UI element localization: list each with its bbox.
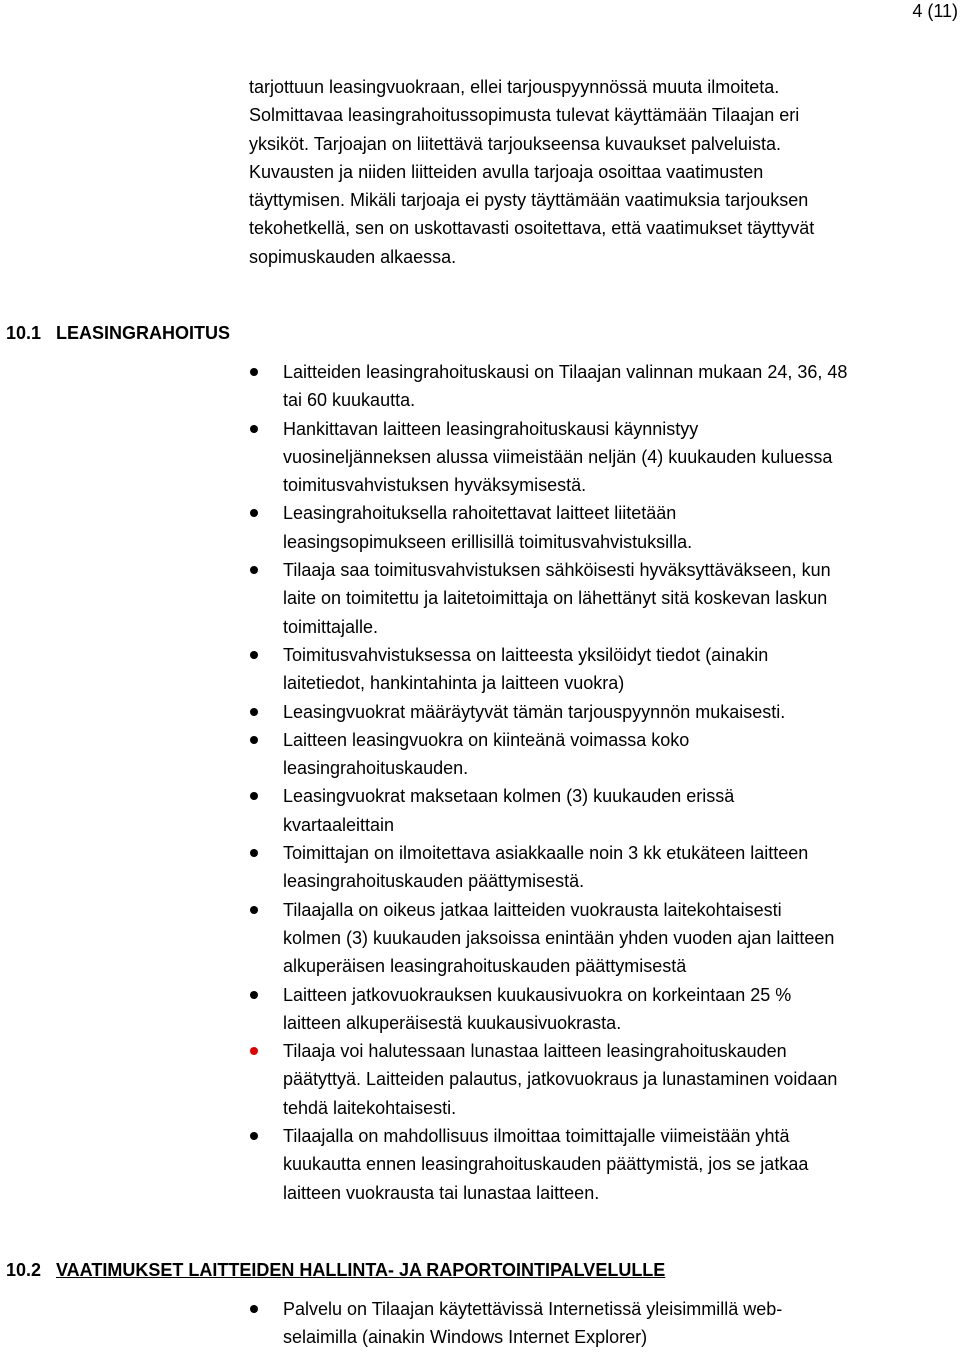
- section-heading-leasingrahoitus: [6, 322, 230, 344]
- list-item-text: Laitteen jatkovuokrauksen kuukausivuokra on korkeintaan 25 %: [283, 984, 792, 1005]
- list-item-text: Tilaajalla on oikeus jatkaa laitteiden vuokrausta laitekohtaisesti: [283, 899, 782, 920]
- bullet-icon: [250, 651, 258, 659]
- list-item-text: Tilaaja saa toimitusvahvistuksen sähköisesti hyväksyttäväkseen, kun: [283, 560, 831, 581]
- bullet-icon: [250, 1305, 258, 1313]
- intro-line: Kuvausten ja niiden liitteiden avulla tarjoaja osoittaa vaatimusten: [249, 161, 764, 182]
- list-item-text: toimitusvahvistuksen hyväksymisestä.: [283, 475, 587, 496]
- list-item-text: tai 60 kuukautta.: [283, 390, 416, 411]
- list-item: [283, 358, 948, 415]
- bullet-icon: [250, 849, 258, 857]
- list-item-text: Leasingrahoituksella rahoitettavat laitteet liitetään: [283, 503, 677, 524]
- bullet-icon: [250, 368, 258, 376]
- list-item-text: vuosineljänneksen alussa viimeistään neljän (4) kuukauden kuluessa: [283, 446, 833, 467]
- page-number: 4 (11): [912, 1, 958, 21]
- list-item: [283, 896, 948, 981]
- bullet-icon: [250, 792, 258, 800]
- service-requirements-list: [283, 1295, 948, 1352]
- list-item-text: Tilaajalla on mahdollisuus ilmoittaa toimittajalle viimeistään yhtä: [283, 1126, 790, 1147]
- list-item-text: laitteen vuokrausta tai lunastaa laitteen.: [283, 1182, 600, 1203]
- intro-paragraph: [249, 73, 939, 271]
- list-item-text: päätyttyä. Laitteiden palautus, jatkovuokraus ja lunastaminen voidaan: [283, 1069, 838, 1090]
- intro-line: tekohetkellä, sen on uskottavasti osoitettava, että vaatimukset täyttyvät: [249, 218, 815, 239]
- list-item: [283, 782, 948, 839]
- intro-line: yksiköt. Tarjoajan on liitettävä tarjoukseensa kuvaukset palveluista.: [249, 133, 781, 154]
- list-item: [283, 641, 948, 698]
- bullet-icon: [250, 1132, 258, 1140]
- list-item: [283, 726, 948, 783]
- list-item-text: Palvelu on Tilaajan käytettävissä Internetissä yleisimmillä web-: [283, 1299, 783, 1319]
- list-item: [283, 981, 948, 1038]
- bullet-icon: [250, 991, 258, 999]
- list-item: [283, 1122, 948, 1207]
- intro-line: täyttymisen. Mikäli tarjoaja ei pysty täyttämään vaatimuksia tarjouksen: [249, 190, 809, 211]
- list-item-text: leasingsopimukseen erillisillä toimitusvahvistuksilla.: [283, 531, 693, 552]
- section-number: 10.1: [6, 323, 42, 343]
- list-item-text: kolmen (3) kuukauden jaksoissa enintään yhden vuoden ajan laitteen: [283, 927, 835, 948]
- list-item-text: Leasingvuokrat määräytyvät tämän tarjouspyynnön mukaisesti.: [283, 701, 786, 722]
- list-item-text: laite on toimitettu ja laitetoimittaja on lähettänyt sitä koskevan laskun: [283, 588, 828, 609]
- section-title: VAATIMUKSET LAITTEIDEN HALLINTA- JA RAPORTOINTIPALVELULLE: [56, 1260, 666, 1280]
- list-item-text: Toimitusvahvistuksessa on laitteesta yksilöidyt tiedot (ainakin: [283, 644, 769, 665]
- section-title: LEASINGRAHOITUS: [56, 323, 231, 343]
- list-item-text: alkuperäisen leasingrahoituskauden päättymisestä: [283, 956, 687, 977]
- list-item-text: kuukautta ennen leasingrahoituskauden päättymistä, jos se jatkaa: [283, 1154, 809, 1175]
- list-item-text: Laitteiden leasingrahoituskausi on Tilaajan valinnan mukaan 24, 36, 48: [283, 362, 848, 382]
- list-item-text: selaimilla (ainakin Windows Internet Explorer): [283, 1327, 648, 1348]
- bullet-icon: [250, 509, 258, 517]
- list-item-text: laitetiedot, hankintahinta ja laitteen vuokra): [283, 673, 625, 694]
- list-item-text: leasingrahoituskauden päättymisestä.: [283, 871, 585, 892]
- list-item: [283, 415, 948, 500]
- bullet-icon: [250, 1047, 258, 1055]
- leasing-terms-list: [283, 358, 948, 1207]
- list-item-text: Laitteen leasingvuokra on kiinteänä voimassa koko: [283, 729, 690, 750]
- bullet-icon: [250, 736, 258, 744]
- section-heading-vaatimukset: [6, 1259, 665, 1281]
- list-item: [283, 698, 948, 726]
- list-item-text: Leasingvuokrat maksetaan kolmen (3) kuukauden erissä: [283, 786, 735, 807]
- list-item-text: tehdä laitekohtaisesti.: [283, 1097, 457, 1118]
- list-item-text: laitteen alkuperäisestä kuukausivuokrasta.: [283, 1012, 622, 1033]
- bullet-icon: [250, 425, 258, 433]
- intro-line: sopimuskauden alkaessa.: [249, 246, 457, 267]
- list-item-text: Tilaaja voi halutessaan lunastaa laitteen leasingrahoituskauden: [283, 1041, 787, 1062]
- bullet-icon: [250, 566, 258, 574]
- bullet-icon: [250, 708, 258, 716]
- intro-line: Solmittavaa leasingrahoitussopimusta tulevat käyttämään Tilaajan eri: [249, 105, 800, 126]
- list-item-text: leasingrahoituskauden.: [283, 758, 469, 779]
- list-item: [283, 839, 948, 896]
- bullet-icon: [250, 906, 258, 914]
- intro-line: tarjottuun leasingvuokraan, ellei tarjouspyynnössä muuta ilmoiteta.: [249, 77, 780, 97]
- list-item: [283, 1295, 948, 1352]
- list-item-text: toimittajalle.: [283, 616, 379, 637]
- list-item-text: Hankittavan laitteen leasingrahoituskausi käynnistyy: [283, 418, 699, 439]
- list-item: [283, 1037, 948, 1122]
- list-item: [283, 499, 948, 556]
- list-item-text: Toimittajan on ilmoitettava asiakkaalle noin 3 kk etukäteen laitteen: [283, 843, 809, 864]
- list-item: [283, 556, 948, 641]
- section-number: 10.2: [6, 1260, 42, 1280]
- list-item-text: kvartaaleittain: [283, 814, 395, 835]
